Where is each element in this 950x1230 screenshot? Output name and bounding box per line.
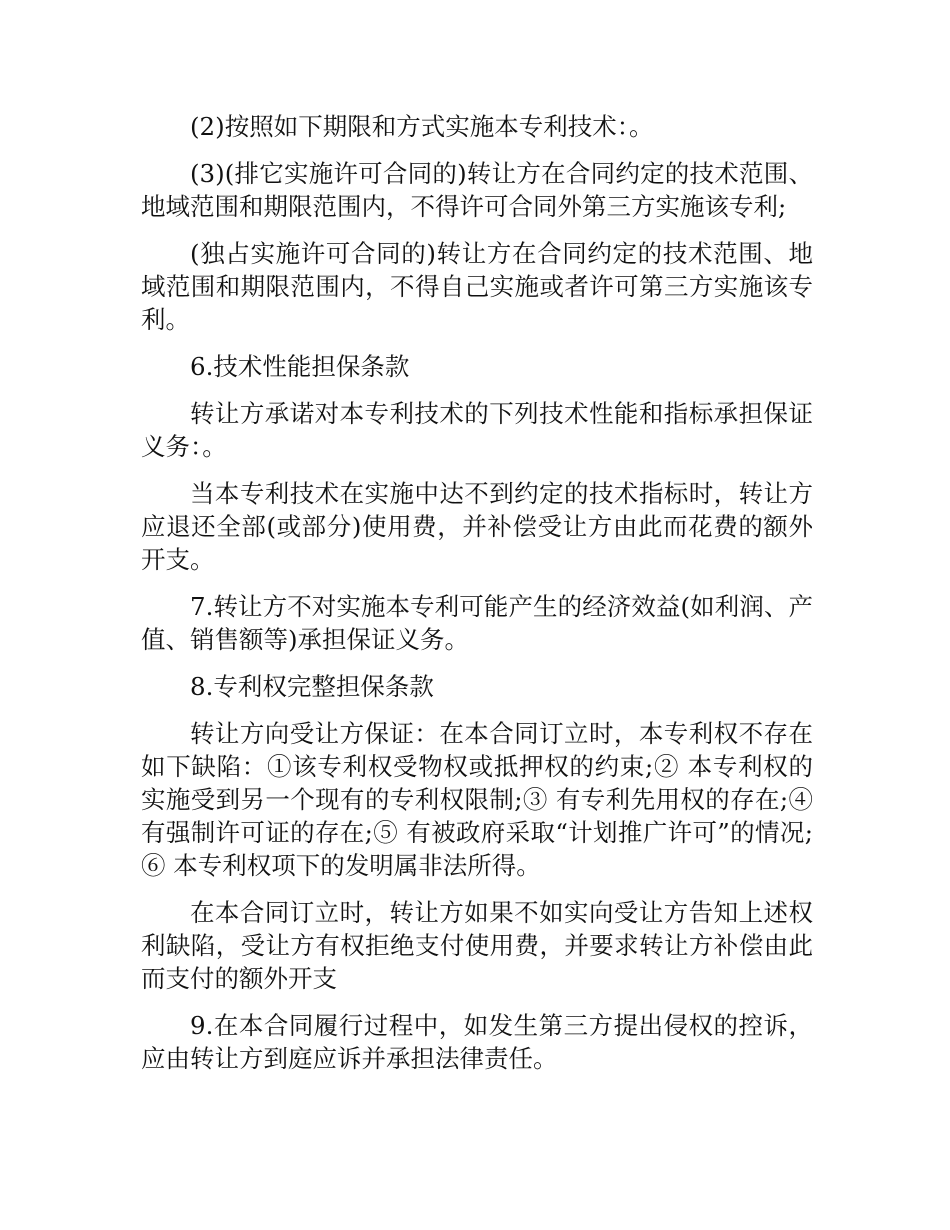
paragraph-clause-7: 7.转让方不对实施本专利可能产生的经济效益(如利润、产值、销售额等)承担保证义务。 <box>141 592 813 654</box>
section-heading-6: 6.技术性能担保条款 <box>190 352 410 381</box>
paragraph-clause-3-sole: (独占实施许可合同的)转让方在合同约定的技术范围、地域范围和期限范围内，不得自己实施或者许可第三方实施该专利。 <box>141 239 813 334</box>
paragraph-clause-3-exclusive: (3)(排它实施许可合同的)转让方在合同约定的技术范围、地域范围和期限范围内，不得许可合同外第三方实施该专利; <box>141 159 813 221</box>
paragraph-defect-disclosure: 在本合同订立时，转让方如果不如实向受让方告知上述权利缺陷，受让方有权拒绝支付使用费，并要求转让方补偿由此而支付的额外开支 <box>141 898 813 993</box>
paragraph-clause-9: 9.在本合同履行过程中，如发生第三方提出侵权的控诉，应由转让方到庭应诉并承担法律责任。 <box>141 1011 813 1073</box>
section-heading-8: 8.专利权完整担保条款 <box>190 672 434 701</box>
paragraph-performance-guarantee: 转让方承诺对本专利技术的下列技术性能和指标承担保证义务：。 <box>141 399 813 461</box>
paragraph-clause-2: (2)按照如下期限和方式实施本专利技术：。 <box>190 112 654 141</box>
document-body <box>141 110 813 1089</box>
paragraph-defects-list: 转让方向受让方保证：在本合同订立时，本专利权不存在如下缺陷：①该专利权受物权或抵押权的约束;② 本专利权的实施受到另一个现有的专利权限制;③ 有专利先用权的存在;④ 有强制许可证的存在;⑤ 有被政府采取“计划推广许可”的情况;⑥ 本专利权项下的发明属非法所得。 <box>141 719 813 880</box>
paragraph-refund-compensation: 当本专利技术在实施中达不到约定的技术指标时，转让方应退还全部(或部分)使用费，并补偿受让方由此而花费的额外开支。 <box>141 479 813 574</box>
